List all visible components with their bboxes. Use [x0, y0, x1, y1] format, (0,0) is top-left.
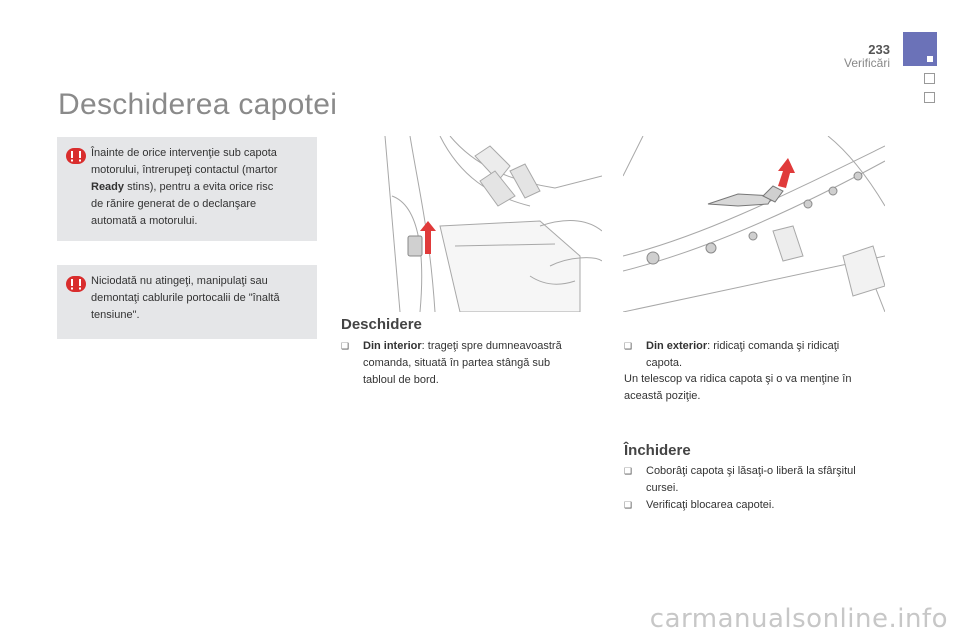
warning-text-line: tensiune". — [91, 309, 140, 321]
checkbox-marker-icon: ❑ — [624, 500, 633, 510]
warning-box-ignition — [57, 137, 317, 241]
figure-interior-lever — [380, 136, 602, 312]
warning-box-high-voltage — [57, 265, 317, 339]
warning-text-fragment: stins), pentru a evita orice risc — [124, 181, 274, 193]
exterior-label: Din exterior — [646, 340, 708, 352]
warning-text-line: demontaţi cablurile portocalii de "înaltă — [91, 292, 280, 304]
heading-inchidere: Închidere — [624, 442, 691, 459]
bullet-interior — [341, 338, 603, 389]
section-tab[interactable] — [924, 73, 935, 84]
warning-text-line: Înainte de orice intervenţie sub capota — [91, 147, 277, 159]
warning-exclamation-icon — [65, 147, 87, 165]
checkbox-marker-icon: ❑ — [624, 341, 633, 351]
section-tab-active[interactable] — [903, 32, 937, 66]
heading-deschidere: Deschidere — [341, 316, 422, 333]
warning-exclamation-icon — [65, 275, 87, 293]
section-tab[interactable] — [924, 92, 935, 103]
close-step1-line2: cursei. — [646, 482, 679, 494]
bullet-exterior — [624, 338, 894, 372]
warning-text-line: automată a motorului. — [91, 215, 198, 227]
telescope-line: Un telescop va ridica capota şi o va menţine în — [624, 373, 852, 385]
telescope-line: această poziţie. — [624, 390, 701, 402]
warning-text-line: motorului, întrerupeţi contactul (martor — [91, 164, 278, 176]
watermark: carmanualsonline.info — [649, 604, 948, 634]
exterior-text-line2: capota. — [646, 357, 683, 369]
interior-text: : trageţi spre dumneavoastră — [421, 340, 562, 352]
exterior-text: : ridicaţi comanda şi ridicaţi — [707, 340, 840, 352]
warning-text-line: Niciodată nu atingeţi, manipulaţi sau — [91, 275, 268, 287]
close-step1-line1: Coborâţi capota şi lăsaţi-o liberă la sfârşitul — [646, 465, 856, 477]
close-step2-text: Verificaţi blocarea capotei. — [646, 499, 775, 511]
ready-label: Ready — [91, 181, 125, 193]
telescope-paragraph — [624, 371, 899, 405]
interior-label: Din interior — [363, 340, 422, 352]
page-title: Deschiderea capotei — [58, 88, 338, 121]
bullet-close-step1 — [624, 463, 899, 497]
page-number: 233 — [868, 42, 890, 57]
warning-text-line: de rănire generat de o declanşare — [91, 198, 257, 210]
bullet-close-step2 — [624, 497, 899, 514]
figure-exterior-latch — [623, 136, 885, 312]
interior-text-line3: tabloul de bord. — [363, 374, 439, 386]
warning-text-line — [91, 179, 307, 196]
checkbox-marker-icon: ❑ — [624, 466, 633, 476]
checkbox-marker-icon: ❑ — [341, 341, 350, 351]
section-label: Verificări — [843, 56, 890, 70]
interior-text-line2: comanda, situată în partea stângă sub — [363, 357, 551, 369]
